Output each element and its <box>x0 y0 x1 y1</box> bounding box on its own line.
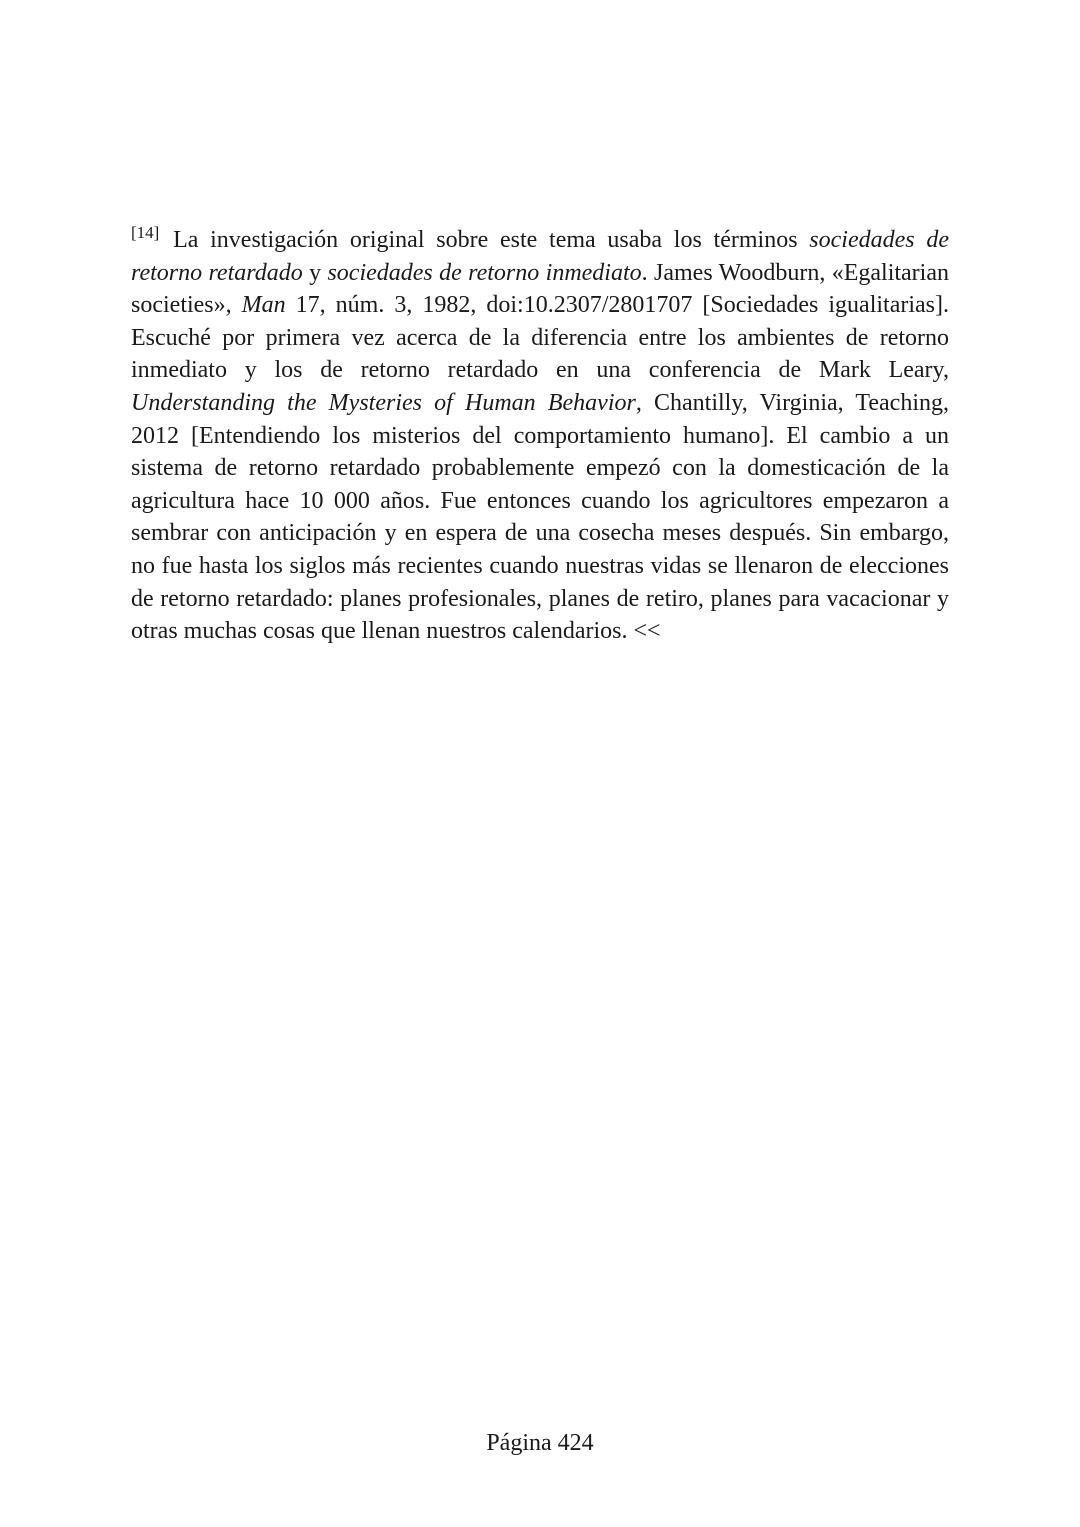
italic-term: sociedades de retorno retardado <box>131 227 949 286</box>
footnote-text: 17, núm. 3, 1982, doi:10.2307/2801707 [Sociedades igualitarias]. Escuché por primera vez acerca de la diferencia entre los ambientes de retorno inmediato y los de retorno retardado en una conferencia de Mark Leary, <box>131 292 950 384</box>
footnote-text: , Chantilly, Virginia, Teaching, 2012 [Entendiendo los misterios del comportamiento humano]. El cambio a un sistema de retorno retardado probablemente empezó con la domesticación de la agricultura hace 10 000 años. Fue entonces cuando los agricultores empezaron a sembrar con anticipación y en espera de una cosecha meses después. Sin embargo, no fue hasta los siglos más recientes cuando nuestras vidas se llenaron de elecciones de retorno retardado: planes profesionales, planes de retiro, planes para vacacionar y otras muchas cosas que llenan nuestros calendarios. <box>131 389 949 645</box>
page-number: Página 424 <box>486 1430 594 1456</box>
italic-term: sociedades de retorno inmediato <box>327 259 642 286</box>
footnote-marker: [14] <box>131 223 160 242</box>
footnote-text: La investigación original sobre este tema usaba los términos <box>161 227 810 253</box>
back-link[interactable]: << <box>633 618 661 645</box>
footnote-14 <box>131 224 949 648</box>
lecture-title: Understanding the Mysteries of Human Behavior <box>131 389 636 416</box>
journal-title: Man <box>241 292 286 319</box>
footnote-text: . James Woodburn, «Egalitarian societies», <box>131 259 949 319</box>
footnote-text: y <box>302 259 328 286</box>
